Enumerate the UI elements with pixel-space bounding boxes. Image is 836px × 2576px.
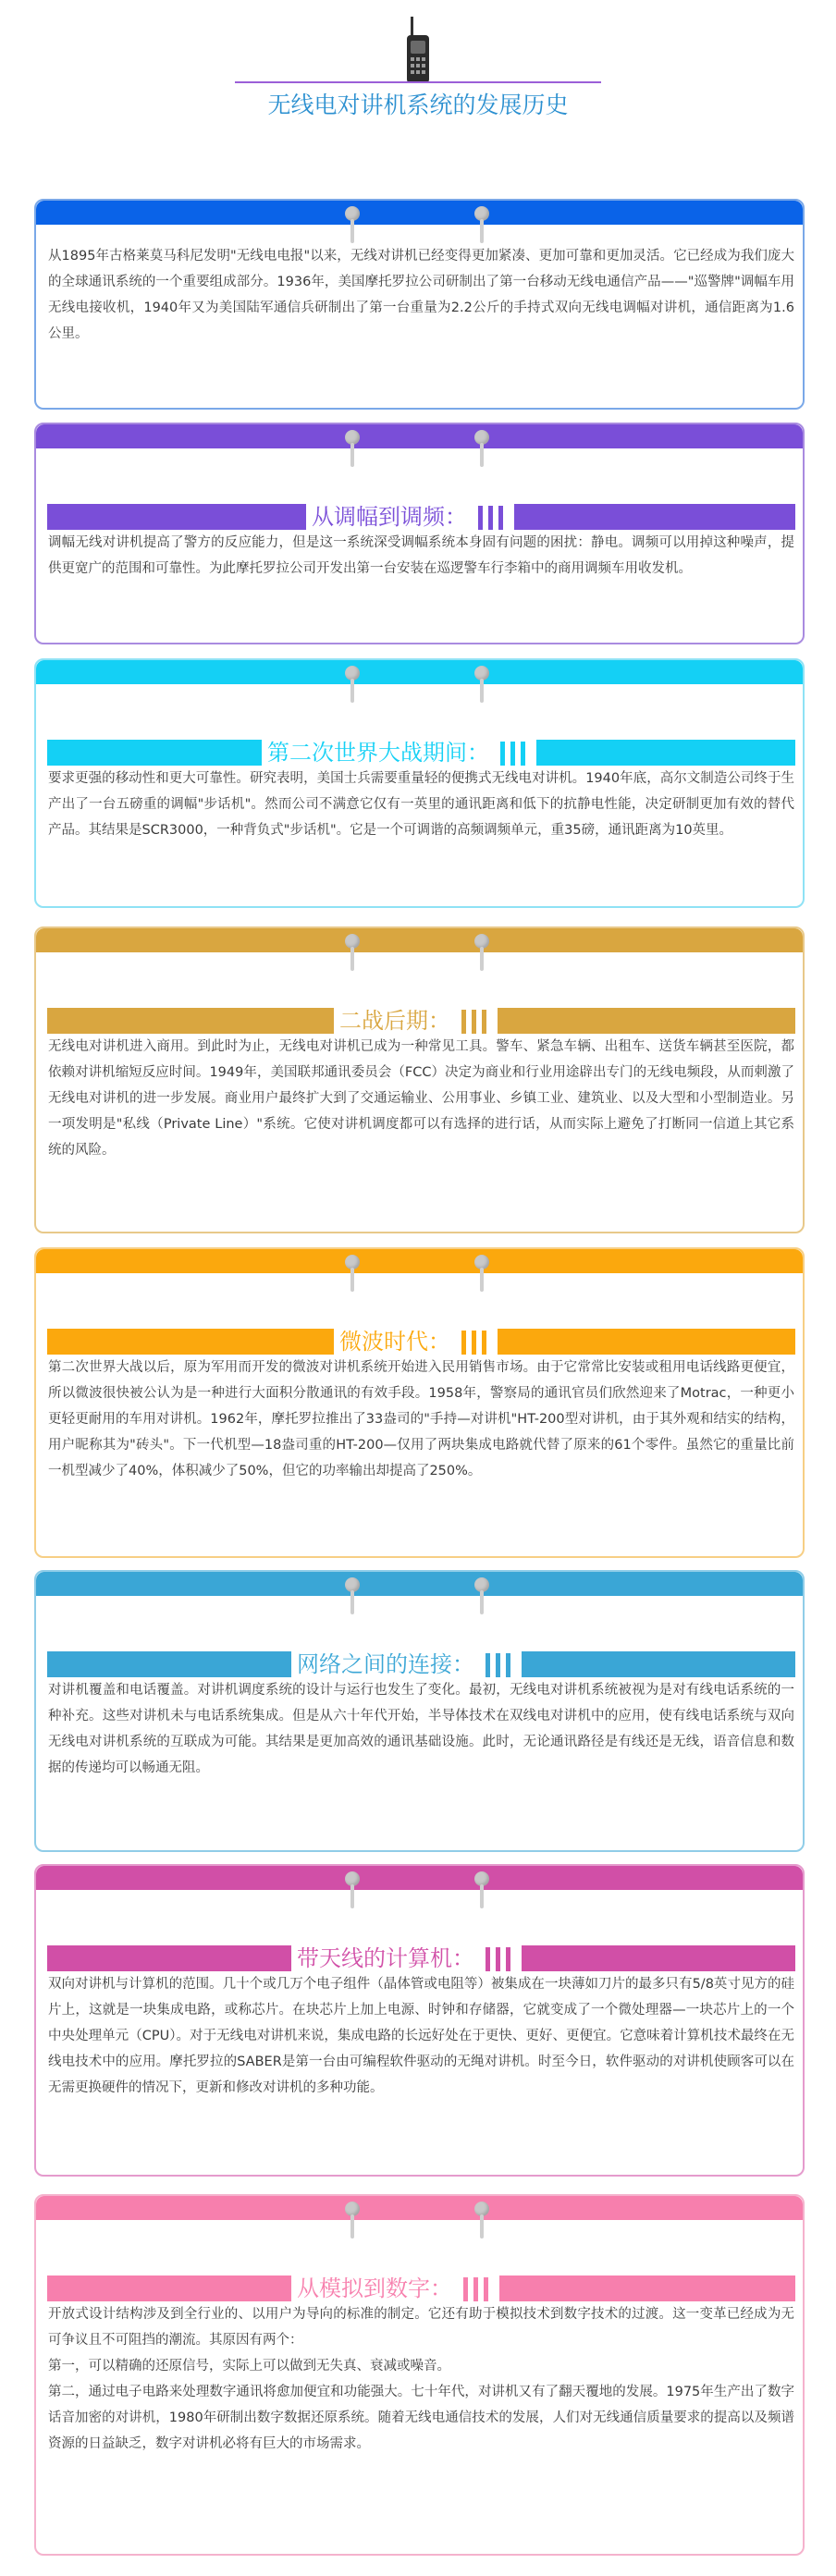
binder-ring-icon [474,1255,489,1292]
history-card [34,423,805,644]
binder-ring-icon [474,430,489,467]
binder-ring-icon [345,1871,360,1908]
stripes-icon [463,2277,494,2301]
section-heading: 第二次世界大战期间： [267,740,489,766]
section-body-text: 对讲机覆盖和电话覆盖。对讲机调度系统的设计与运行也发生了变化。最初，无线电对讲机系统被视为是对有线电话系统的一种补充。这些对讲机未与电话系统集成。但是从六十年代开始，半导体技术在双线电对讲机中的应用，使有线电话系统与双向无线电对讲机系统的互联成为可能。其结果是更加高效的通讯基础设施。此时，无论通讯路径是有线还是无线，语音信息和数据的传递均可以畅通无阻。 [48,1683,794,1775]
section-heading-bar [47,504,795,530]
page-header [0,0,836,139]
section-body-text: 无线电对讲机进入商用。到此时为止，无线电对讲机已成为一种常见工具。警车、紧急车辆、出租车、送货车辆甚至医院，都依赖对讲机缩短反应时间。1949年，美国联邦通讯委员会（FCC）决定为商业和行业用途辟出专门的无线电频段，从而刺激了无线电对讲机的进一步发展。商业用户最终扩大到了交通运输业、公用事业、乡镇工业、建筑业、以及大型和小型制造业。另一项发明是"私线（Private Line）"系统。它使对讲机调度都可以有选择的进行话，从而实际上避免了打断同一信道上其它系统的风险。 [48,1039,794,1158]
binder-ring-icon [345,666,360,703]
binder-ring-icon [345,1255,360,1292]
binder-ring-icon [474,1871,489,1908]
stripes-icon [486,1947,516,1971]
card-color-band [36,1572,803,1596]
card-color-band [36,1866,803,1890]
card-color-band [36,2196,803,2220]
section-body-text: 要求更强的移动性和更大可靠性。研究表明，美国士兵需要重量轻的便携式无线电对讲机。1940年底，高尔文制造公司终于生产出了一台五磅重的调幅"步话机"。然而公司不满意它仅有一英里的通讯距离和低下的抗静电性能，决定研制更加有效的替代产品。其结果是SCR3000，一种背负式"步话机"。它是一个可调谐的高频调频单元，重35磅，通讯距离为10英里。 [48,771,794,838]
section-body-text: 从1895年古格莱莫马科尼发明"无线电电报"以来，无线对讲机已经变得更加紧凑、更加可靠和更加灵活。它已经成为我们庞大的全球通讯系统的一个重要组成部分。1936年，美国摩托罗拉公司研制出了第一台移动无线电通信产品——"巡警牌"调幅车用无线电接收机，1940年又为美国陆军通信兵研制出了第一台重量为2.2公斤的手持式双向无线电调幅对讲机，通信距离为1.6公里。 [48,249,794,341]
section-body-text: 开放式设计结构涉及到全行业的、以用户为导向的标准的制定。它还有助于模拟技术到数字技术的过渡。这一变革已经成为无可争议且不可阻挡的潮流。其原因有两个： 第一，可以精确的还原信号，实际上可以做到无失真、衰减或噪音。 第二，通过电子电路来处理数字通讯将愈加便宜和功能强大。七十年代，对讲机又有了翻天覆地的发展。1975年生产出了数字话音加密的对讲机，1980年研制出数字数据还原系统。随着无线电通信技术的发展，人们对无线通信质量要求的提高以及频谱资源的日益缺乏，数字对讲机必将有巨大的市场需求。 [48,2307,794,2451]
card-color-band [36,1249,803,1273]
binder-ring-icon [345,206,360,243]
history-card [34,1570,805,1852]
section-heading: 带天线的计算机： [297,1945,474,1971]
section-heading-bar [47,1945,795,1971]
card-color-band [36,201,803,225]
walkie-talkie-icon [401,17,435,87]
binder-ring-icon [474,666,489,703]
stripes-icon [461,1331,492,1355]
page-title: 无线电对讲机系统的发展历史 [267,92,569,118]
history-card [34,926,805,1233]
history-card [34,1247,805,1558]
section-heading: 微波时代： [339,1329,450,1355]
history-card [34,2194,805,2556]
section-heading-bar [47,1329,795,1355]
stripes-icon [461,1010,492,1034]
history-card [34,658,805,908]
binder-ring-icon [474,1577,489,1614]
section-heading: 二战后期： [339,1008,450,1034]
section-heading: 网络之间的连接： [297,1651,474,1677]
section-body-text: 第二次世界大战以后，原为军用而开发的微波对讲机系统开始进入民用销售市场。由于它常常比安装或租用电话线路更便宜，所以微波很快被公认为是一种进行大面积分散通讯的有效手段。1958年，警察局的通讯官员们欣然迎来了Motrac，一种更小更轻更耐用的车用对讲机。1962年，摩托罗拉推出了33盎司的"手持—对讲机"HT-200型对讲机，由于其外观和结实的结构，用户昵称其为"砖头"。下一代机型—18盎司重的HT-200—仅用了两块集成电路就代替了原来的61个零件。虽然它的重量比前一机型减少了40%，体积减少了50%，但它的功率输出却提高了250%。 [48,1360,794,1478]
card-color-band [36,928,803,952]
section-body-text: 调幅无线对讲机提高了警方的反应能力，但是这一系统深受调幅系统本身固有问题的困扰：静电。调频可以用掉这种噪声，提供更宽广的范围和可靠性。为此摩托罗拉公司开发出第一台安装在巡逻警车行李箱中的商用调频车用收发机。 [48,535,794,576]
binder-ring-icon [345,430,360,467]
section-body-text: 双向对讲机与计算机的范围。几十个或几万个电子组件（晶体管或电阻等）被集成在一块薄如刀片的最多只有5/8英寸见方的硅片上，这就是一块集成电路，或称芯片。在块芯片上加上电源、时钟和存储器，它就变成了一个微处理器—一块芯片上的一个中央处理单元（CPU）。对于无线电对讲机来说，集成电路的长远好处在于更快、更好、更便宜。它意味着计算机技术最终在无线电技术中的应用。摩托罗拉的SABER是第一台由可编程软件驱动的无绳对讲机。时至今日，软件驱动的对讲机使顾客可以在无需更换硬件的情况下，更新和修改对讲机的多种功能。 [48,1977,794,2095]
section-heading: 从模拟到数字： [297,2275,452,2301]
section-heading-bar [47,740,795,766]
stripes-icon [478,506,509,530]
binder-ring-icon [345,2202,360,2239]
stripes-icon [486,1653,516,1677]
history-card [34,1864,805,2177]
section-heading-bar [47,2275,795,2301]
binder-ring-icon [474,2202,489,2239]
section-heading-bar [47,1008,795,1034]
card-color-band [36,424,803,448]
card-color-band [36,660,803,684]
binder-ring-icon [474,934,489,971]
section-heading-bar [47,1651,795,1677]
binder-ring-icon [345,1577,360,1614]
section-heading: 从调幅到调频： [312,504,467,530]
binder-ring-icon [474,206,489,243]
stripes-icon [500,742,531,766]
title-divider [235,81,601,83]
binder-ring-icon [345,934,360,971]
history-card [34,199,805,410]
